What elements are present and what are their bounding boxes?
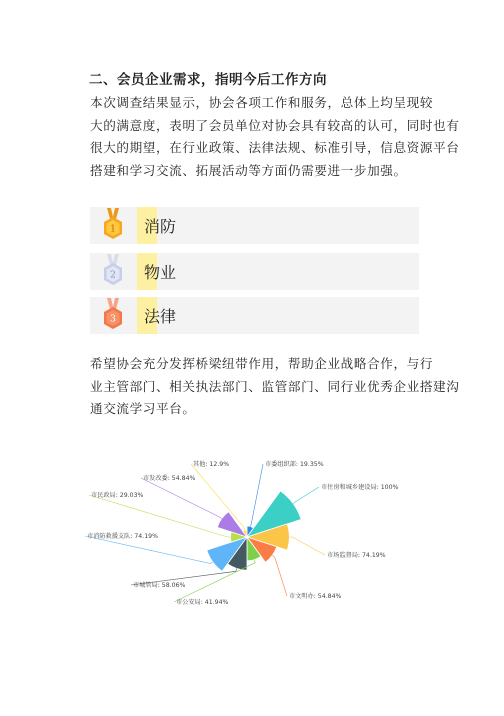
leader-line bbox=[85, 536, 213, 564]
ranking-label: 消防 bbox=[144, 217, 177, 236]
paragraph-line: 搭建和学习交流、拓展活动等方面仍需要进一步加强。 bbox=[90, 162, 407, 178]
paragraph-line: 大的满意度，表明了会员单位对协会具有较高的认可，同时也有 bbox=[90, 117, 460, 133]
ranking-item-1 bbox=[90, 207, 419, 244]
paragraph-line: 通交流学习平台。 bbox=[90, 401, 196, 416]
bronze-medal-icon bbox=[98, 298, 128, 334]
leader-line bbox=[89, 495, 231, 537]
paragraph-line: 很大的期望，在行业政策、法律法规、标准引导，信息资源平台 bbox=[90, 140, 460, 155]
gold-medal-icon bbox=[98, 208, 128, 244]
paragraph-survey-results bbox=[90, 92, 460, 182]
silver-medal-icon bbox=[98, 254, 128, 290]
leader-line bbox=[272, 555, 287, 596]
slice-label: 市文明办: 54.84% bbox=[289, 593, 342, 600]
section-heading: 二、会员企业需求，指明今后工作方向 bbox=[89, 72, 327, 88]
leader-line bbox=[289, 537, 325, 555]
slice-label: 市公安局: 41.94% bbox=[176, 599, 229, 606]
rank-number: 2 bbox=[110, 270, 116, 281]
leader-line bbox=[293, 487, 319, 504]
slice-label: 市委组织部: 19.35% bbox=[265, 461, 324, 468]
ranking-label: 法律 bbox=[144, 307, 177, 326]
rank-number: 1 bbox=[110, 224, 116, 235]
slice-label: 市民政局: 29.03% bbox=[91, 492, 144, 499]
department-rose-chart bbox=[81, 453, 411, 613]
paragraph-line: 业主管部门、相关执法部门、监管部门、同行业优秀企业搭建沟 bbox=[90, 378, 460, 394]
slice-label: 市发改委: 54.84% bbox=[143, 475, 196, 482]
ranking-label: 物业 bbox=[144, 263, 177, 282]
slice-label: 市住房和城乡建设局: 100% bbox=[321, 484, 399, 491]
slice-label: 市城管局: 58.06% bbox=[133, 582, 186, 589]
paragraph-line: 本次调查结果显示，协会各项工作和服务，总体上均呈现较 bbox=[90, 95, 434, 110]
rank-number: 3 bbox=[110, 314, 116, 325]
slice-label: 市场监督局: 74.19% bbox=[327, 552, 386, 559]
paragraph-line: 希望协会充分发挥桥梁纽带作用，帮助企业战略合作，与行 bbox=[90, 356, 434, 371]
leader-line bbox=[191, 464, 245, 530]
slice-label: 市消防救援支队: 74.19% bbox=[87, 533, 158, 540]
slice-label: 其他: 12.9% bbox=[193, 461, 230, 468]
leader-line bbox=[141, 478, 222, 519]
ranking-item-2 bbox=[90, 253, 419, 290]
paragraph-association-role bbox=[90, 353, 460, 421]
ranking-item-3 bbox=[90, 297, 419, 334]
